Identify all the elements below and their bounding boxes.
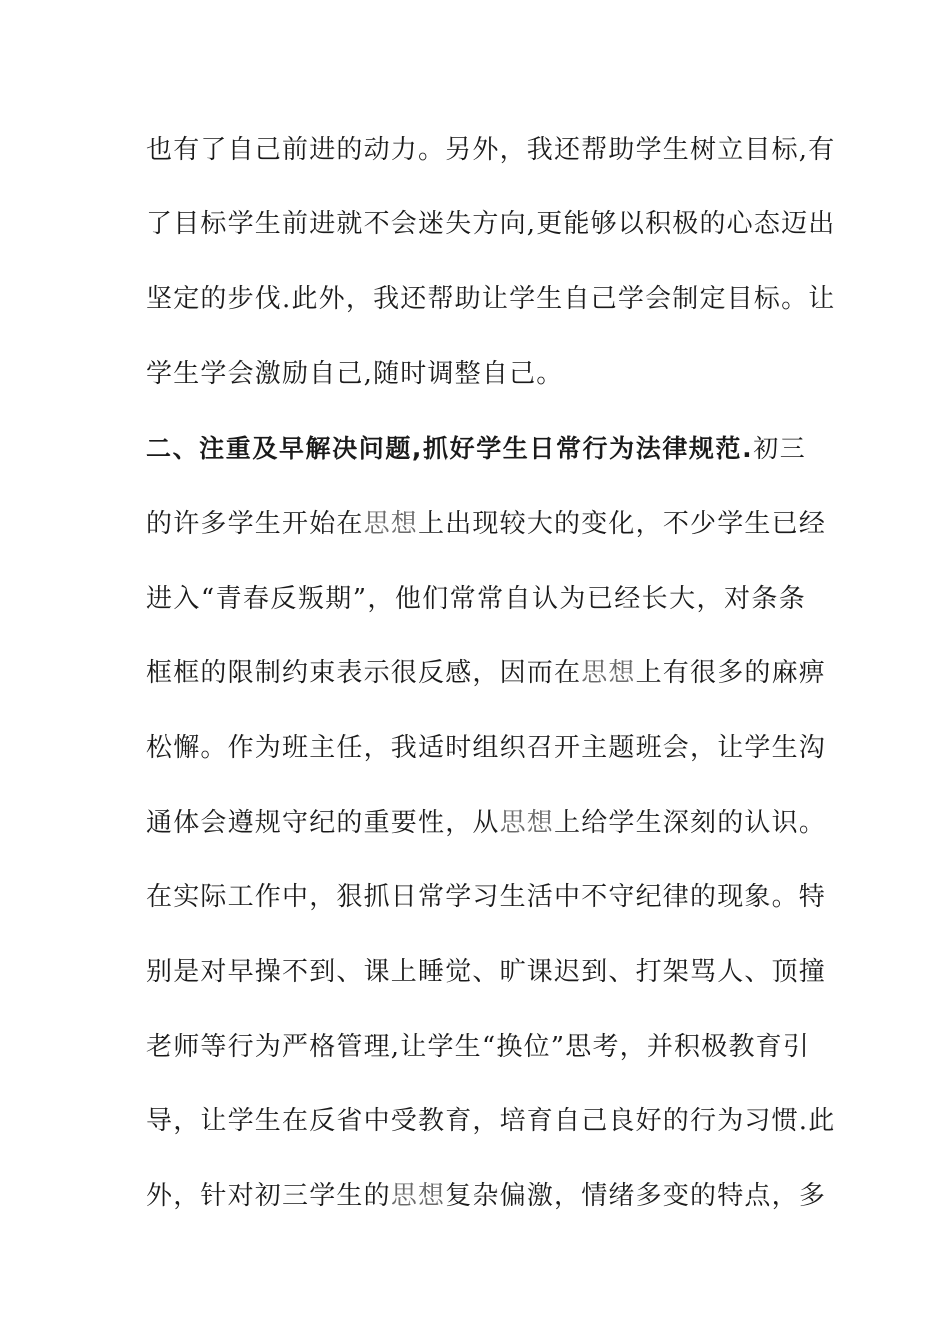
- text-line-11: [146, 877, 827, 917]
- highlighted-keyword: 思想: [363, 509, 419, 539]
- section-heading-line: [146, 429, 806, 469]
- text-segment: 框框的限制约束表示很反感，因而在: [146, 658, 582, 688]
- text-line-4: [146, 354, 806, 394]
- highlighted-keyword: 思想: [499, 808, 555, 838]
- text-segment: 进入“青春反叛期”，他们常常自认为已经长大，对条条: [146, 584, 806, 614]
- text-line-14: [146, 1101, 836, 1141]
- text-line-3: [146, 279, 836, 319]
- text-line-8: [146, 653, 827, 693]
- text-segment: 复杂偏激，情绪多变的特点，多: [445, 1181, 827, 1211]
- text-segment: 也有了自己前进的动力。另外，我还帮助学生树立目标,有: [146, 135, 836, 165]
- text-line-6: [146, 504, 827, 544]
- text-segment: 初三: [752, 434, 806, 463]
- text-line-9: [146, 728, 827, 768]
- text-segment: 在实际工作中，狠抓日常学习生活中不守纪律的现象。特: [146, 882, 827, 912]
- text-segment: 别是对早操不到、课上睡觉、旷课迟到、打架骂人、顶撞: [146, 957, 827, 987]
- highlighted-keyword: 思想: [581, 658, 636, 688]
- text-segment: 学生学会激励自己,随时调整自己。: [146, 359, 564, 389]
- text-line-1: [146, 130, 836, 170]
- section-heading: 二、注重及早解决问题,抓好学生日常行为法律规范.: [146, 434, 753, 463]
- text-line-10: [146, 803, 827, 843]
- text-line-15: [146, 1176, 827, 1216]
- text-segment: 上出现较大的变化，不少学生已经: [418, 509, 827, 539]
- text-segment: 松懈。作为班主任，我适时组织召开主题班会，让学生沟: [146, 733, 827, 763]
- text-segment: 外，针对初三学生的: [146, 1181, 391, 1211]
- text-segment: 上给学生深刻的认识。: [554, 808, 827, 838]
- text-line-13: [146, 1027, 811, 1067]
- text-segment: 上有很多的麻痹: [635, 658, 827, 688]
- text-segment: 导，让学生在反省中受教育，培育自己良好的行为习惯.此: [146, 1106, 836, 1136]
- text-segment: 的许多学生开始在: [146, 509, 364, 539]
- text-segment: 通体会遵规守纪的重要性，从: [146, 808, 500, 838]
- text-line-7: [146, 579, 806, 619]
- text-segment: 老师等行为严格管理,让学生“换位”思考，并积极教育引: [146, 1032, 811, 1062]
- text-segment: 了目标学生前进就不会迷失方向,更能够以积极的心态迈出: [146, 209, 836, 239]
- text-line-2: [146, 204, 836, 244]
- text-segment: 坚定的步伐.此外，我还帮助让学生自己学会制定目标。让: [146, 284, 836, 314]
- text-line-12: [146, 952, 827, 992]
- highlighted-keyword: 思想: [390, 1181, 446, 1211]
